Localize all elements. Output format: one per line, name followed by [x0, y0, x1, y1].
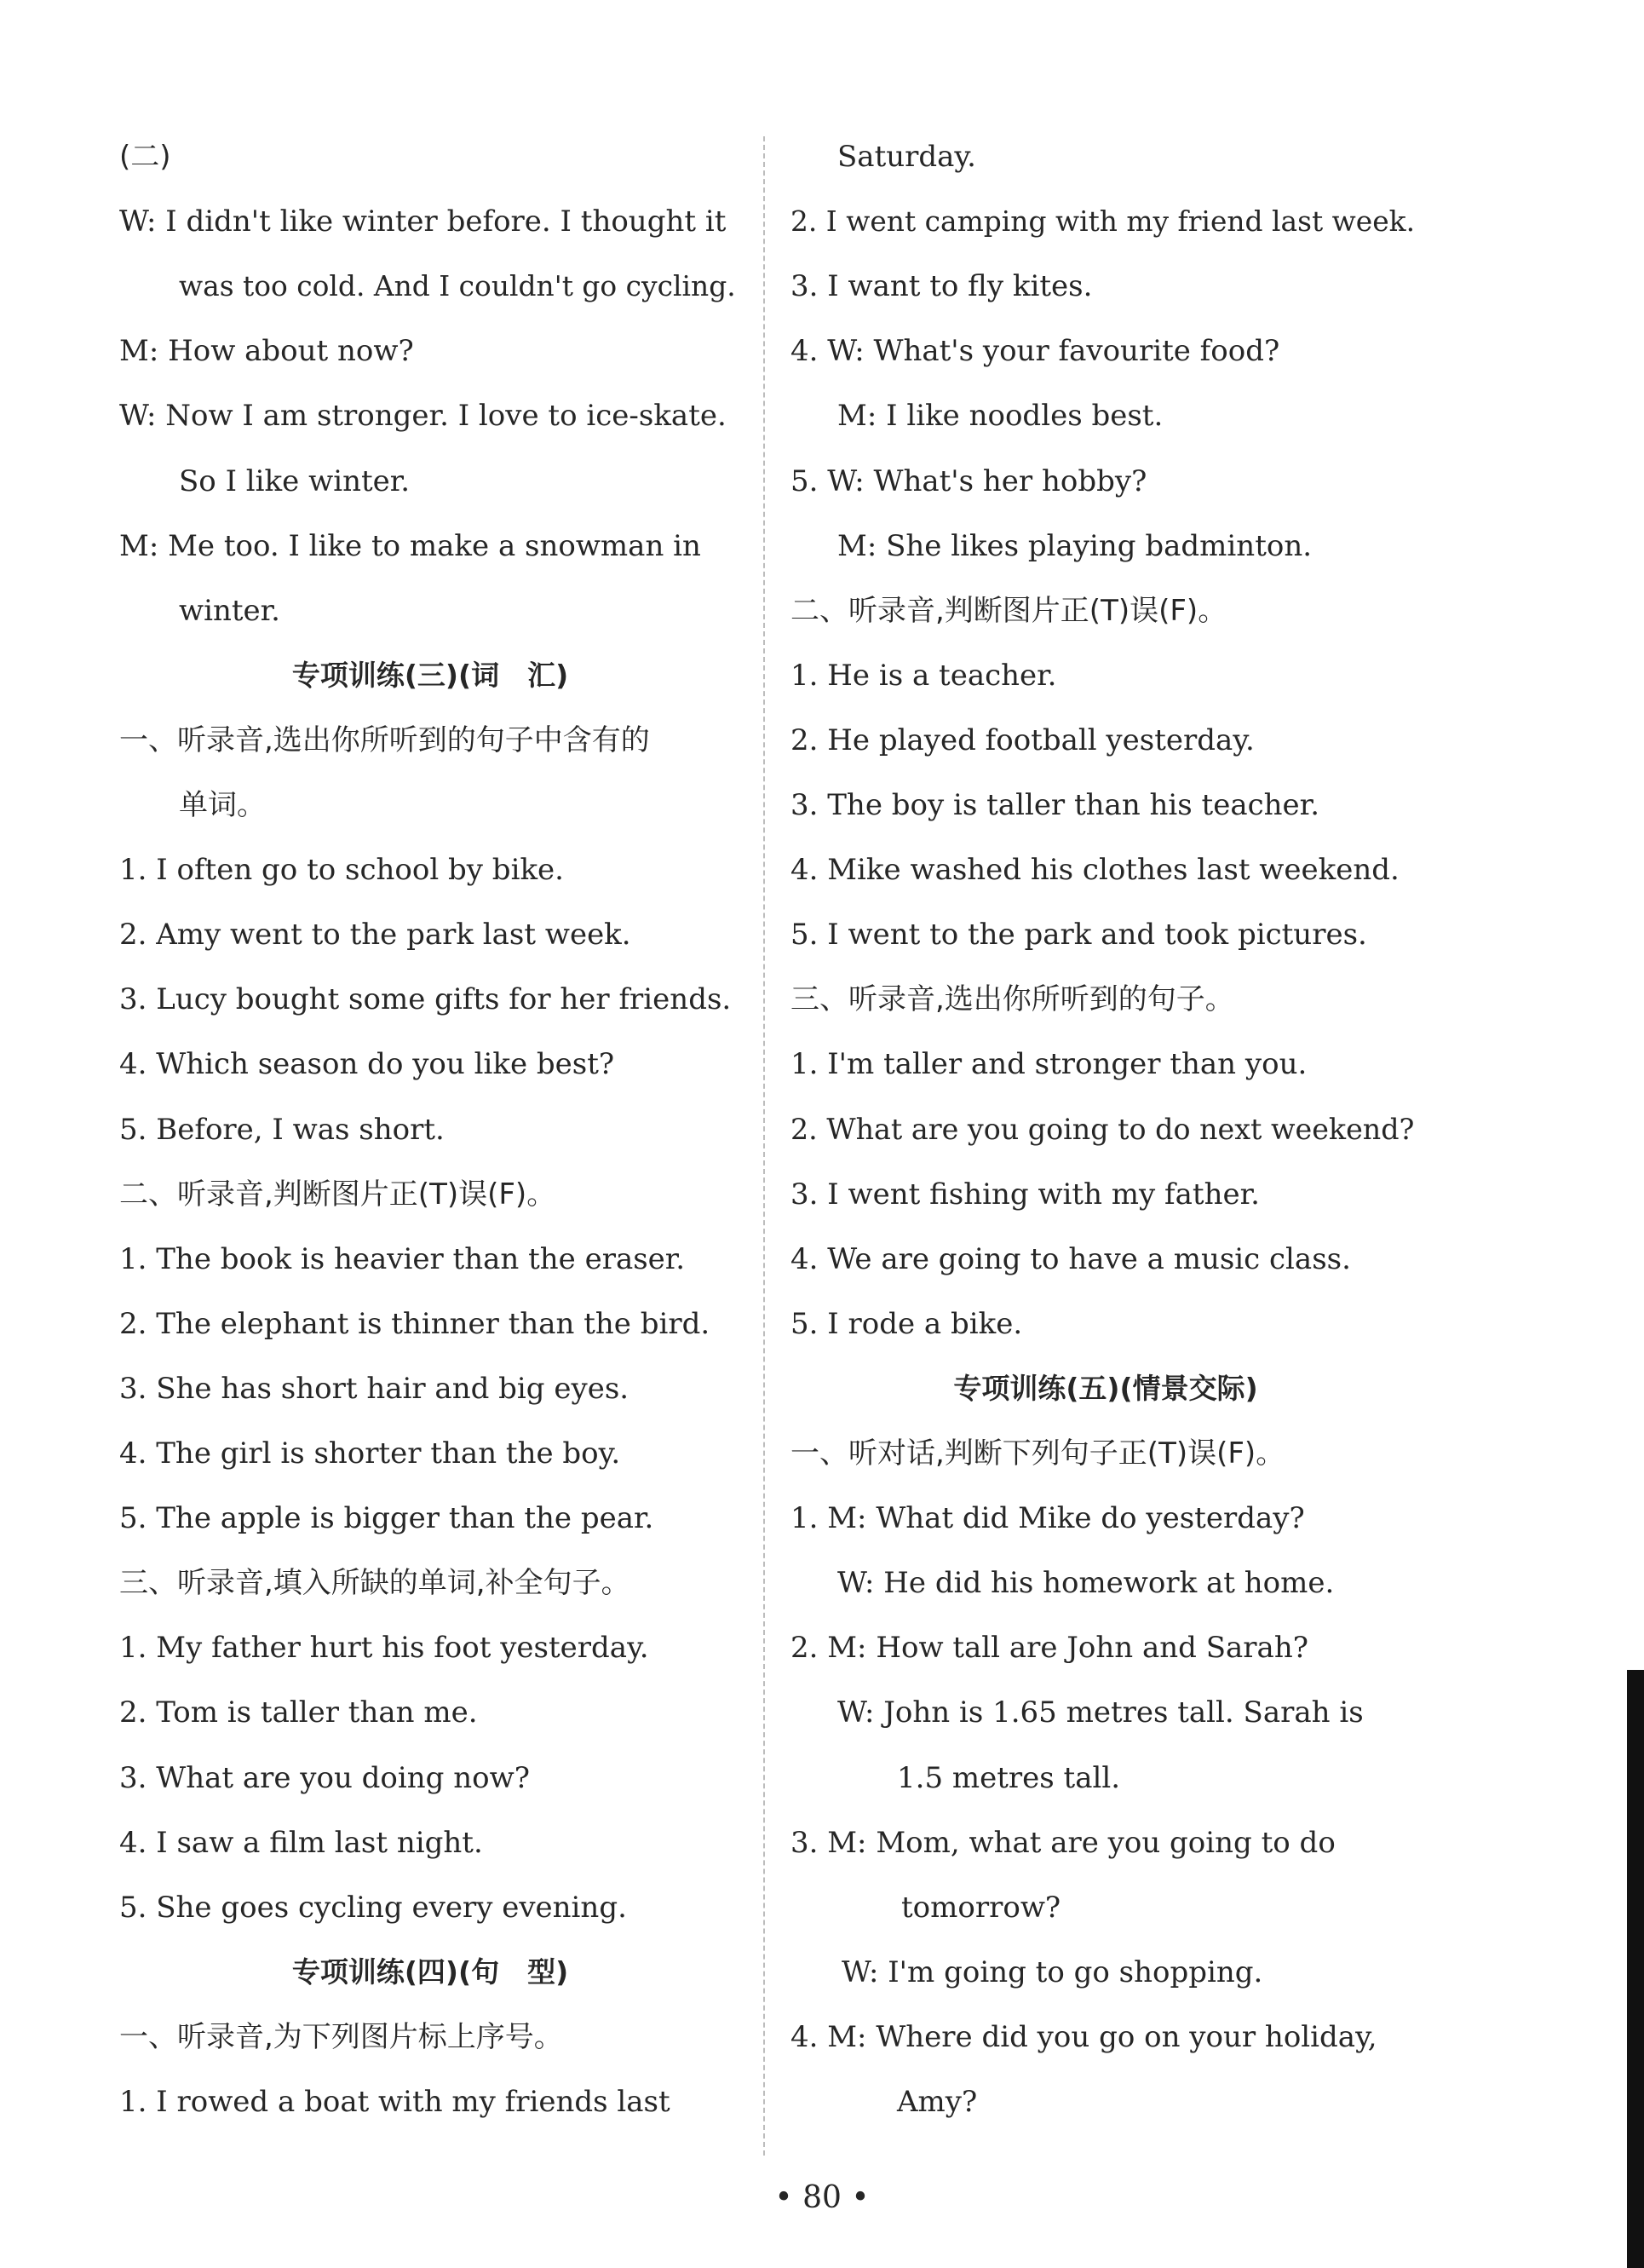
- text-line: 3. I went fishing with my father.: [790, 1177, 1260, 1212]
- text-line: 5. W: What's her hobby?: [790, 463, 1147, 498]
- text-line: 1. I'm taller and stronger than you.: [790, 1047, 1308, 1082]
- binding-edge: [1627, 1670, 1644, 2268]
- text-line: 3. The boy is taller than his teacher.: [790, 788, 1319, 822]
- text-line: 三、听录音,选出你所听到的句子。: [790, 982, 1234, 1017]
- text-line: 2. M: How tall are John and Sarah?: [790, 1631, 1308, 1666]
- text-line: 一、听录音,选出你所听到的句子中含有的: [119, 722, 650, 757]
- text-line: W: He did his homework at home.: [837, 1566, 1335, 1601]
- text-line: 4. The girl is shorter than the boy.: [119, 1436, 621, 1471]
- column-divider: [763, 136, 765, 2156]
- text-line: W: I didn't like winter before. I thought it: [119, 204, 727, 239]
- text-line: 4. M: Where did you go on your holiday,: [790, 2019, 1377, 2054]
- section-title: 专项训练(四)(句 型): [291, 1954, 569, 1989]
- text-line: 5. I rode a bike.: [790, 1306, 1023, 1341]
- text-line: 5. Before, I was short.: [119, 1112, 445, 1147]
- text-line: 2. The elephant is thinner than the bird.: [119, 1306, 710, 1341]
- text-line: 2. Tom is taller than me.: [119, 1695, 478, 1730]
- text-line: W: Now I am stronger. I love to ice-skate.: [119, 399, 727, 434]
- text-line: 单词。: [179, 788, 266, 822]
- text-line: 3. Lucy bought some gifts for her friends.: [119, 982, 732, 1017]
- text-line: M: How about now?: [119, 334, 414, 369]
- text-line: 一、听录音,为下列图片标上序号。: [119, 2019, 563, 2054]
- text-line: W: John is 1.65 metres tall. Sarah is: [837, 1695, 1364, 1730]
- text-line: 3. M: Mom, what are you going to do: [790, 1825, 1336, 1860]
- text-line: M: Me too. I like to make a snowman in: [119, 528, 701, 563]
- text-line: 1. He is a teacher.: [790, 658, 1057, 693]
- text-line: 4. Which season do you like best?: [119, 1047, 615, 1082]
- page-number: • 80 •: [774, 2180, 870, 2215]
- text-line: (二): [119, 140, 171, 174]
- text-line: 三、听录音,填入所缺的单词,补全句子。: [119, 1566, 630, 1601]
- text-line: 4. We are going to have a music class.: [790, 1241, 1351, 1276]
- text-line: 3. She has short hair and big eyes.: [119, 1371, 629, 1406]
- section-title: 专项训练(五)(情景交际): [953, 1371, 1258, 1405]
- text-line: Amy?: [897, 2085, 978, 2119]
- text-line: 4. W: What's your favourite food?: [790, 334, 1280, 369]
- text-line: 5. I went to the park and took pictures.: [790, 918, 1367, 953]
- text-line: 2. Amy went to the park last week.: [119, 918, 631, 953]
- text-line: W: I'm going to go shopping.: [842, 1954, 1263, 1989]
- text-line: 5. The apple is bigger than the pear.: [119, 1501, 654, 1536]
- text-line: 1. I often go to school by bike.: [119, 853, 564, 888]
- text-line: 2. What are you going to do next weekend?: [790, 1112, 1415, 1146]
- text-line: M: She likes playing badminton.: [837, 528, 1313, 563]
- section-title: 专项训练(三)(词 汇): [291, 658, 569, 692]
- text-line: 1. I rowed a boat with my friends last: [119, 2085, 670, 2119]
- text-line: 2. I went camping with my friend last week.: [790, 204, 1416, 239]
- text-line: 1. M: What did Mike do yesterday?: [790, 1501, 1305, 1536]
- text-line: So I like winter.: [179, 463, 411, 498]
- text-line: 1. My father hurt his foot yesterday.: [119, 1631, 649, 1666]
- text-line: 1.5 metres tall.: [897, 1760, 1121, 1795]
- text-line: 二、听录音,判断图片正(T)误(F)。: [790, 593, 1227, 628]
- text-line: 2. He played football yesterday.: [790, 722, 1255, 757]
- text-line: tomorrow?: [901, 1890, 1061, 1925]
- text-line: 二、听录音,判断图片正(T)误(F)。: [119, 1177, 556, 1212]
- text-line: 一、听对话,判断下列句子正(T)误(F)。: [790, 1436, 1285, 1471]
- text-line: 3. I want to fly kites.: [790, 269, 1093, 304]
- text-line: 1. The book is heavier than the eraser.: [119, 1241, 686, 1276]
- text-line: M: I like noodles best.: [837, 399, 1164, 434]
- text-line: Saturday.: [837, 140, 976, 174]
- text-line: 5. She goes cycling every evening.: [119, 1890, 627, 1925]
- text-line: 4. Mike washed his clothes last weekend.: [790, 853, 1400, 888]
- text-line: 4. I saw a film last night.: [119, 1825, 483, 1860]
- text-line: was too cold. And I couldn't go cycling.: [179, 269, 736, 303]
- text-line: winter.: [179, 593, 280, 628]
- text-line: 3. What are you doing now?: [119, 1760, 530, 1795]
